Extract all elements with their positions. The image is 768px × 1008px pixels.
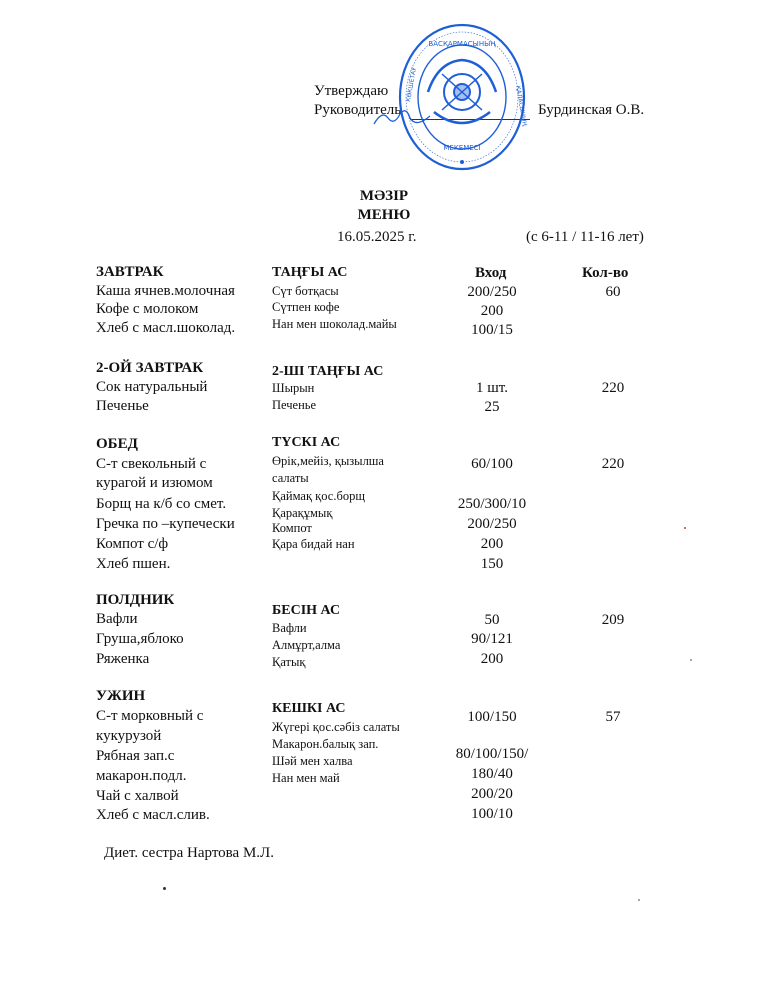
portion-value: 50 (484, 612, 500, 628)
dish-kz: Қатық (272, 655, 306, 669)
dish-kz: Қара бидай нан (272, 537, 355, 551)
scan-speck (638, 899, 640, 901)
section-title-kz: БЕСІН АС (272, 603, 341, 618)
dish-kz: Қарақұмық (272, 506, 333, 520)
dish-kz: салаты (272, 471, 309, 485)
portion-value: 1 шт. (476, 380, 508, 396)
dish-kz: Нан мен май (272, 771, 340, 785)
portion-value: 150 (480, 556, 504, 572)
col-header-qty: Кол-во (582, 265, 629, 281)
section-title-ru: 2-ОЙ ЗАВТРАК (96, 360, 204, 376)
portion-value: 250/300/10 (457, 496, 527, 512)
col-header-in: Вход (475, 265, 507, 281)
svg-text:БАСҚАРМАСЫНЫҢ: БАСҚАРМАСЫНЫҢ (428, 40, 496, 48)
official-stamp (398, 22, 529, 172)
dish-ru: кукурузой (96, 728, 162, 744)
dish-ru: Компот с/ф (96, 536, 169, 552)
dish-ru: Ряженка (96, 651, 150, 667)
section-title-ru: УЖИН (96, 688, 146, 704)
dish-ru: Гречка по –купечески (96, 516, 235, 532)
dish-ru: курагой и изюмом (96, 475, 213, 491)
portion-value: 80/100/150/ (455, 746, 529, 762)
portion-value: 200/250 (467, 284, 517, 300)
dish-ru: Печенье (96, 398, 149, 414)
dish-kz: Өрік,мейіз, қызылша (272, 454, 384, 468)
dish-ru: Вафли (96, 611, 138, 627)
portion-value: 90/121 (471, 631, 513, 647)
head-name: Бурдинская О.В. (538, 102, 645, 118)
portion-value: 200 (480, 536, 504, 552)
approve-label: Утверждаю (314, 83, 389, 99)
svg-text:КӨКШЕТАУ: КӨКШЕТАУ (405, 66, 419, 103)
quantity-value: 57 (605, 709, 621, 725)
dish-ru: Рябная зап.с (96, 748, 175, 764)
portion-value: 25 (484, 399, 500, 415)
head-label: Руководитель (314, 102, 402, 118)
section-title-kz: КЕШКІ АС (272, 701, 346, 716)
dish-kz: Сүтпен кофе (272, 300, 340, 314)
dish-kz: Шәй мен халва (272, 754, 353, 768)
portion-value: 200 (480, 651, 504, 667)
scan-speck (163, 887, 166, 890)
portion-value: 100/150 (467, 709, 517, 725)
title-ru: МЕНЮ (357, 207, 411, 223)
svg-text:ҚАЛАСЫНЫҢ: ҚАЛАСЫНЫҢ (514, 85, 529, 127)
scan-speck (690, 659, 692, 661)
portion-value: 180/40 (471, 766, 513, 782)
dish-ru: Борщ на к/б со смет. (96, 496, 227, 512)
section-title-kz: ТАҢҒЫ АС (272, 265, 348, 280)
dietitian-signature: Диет. сестра Нартова М.Л. (104, 845, 274, 861)
portion-value: 200/20 (471, 786, 513, 802)
dish-kz: Жүгері қос.сәбіз салаты (272, 720, 400, 734)
dish-ru: Чай с халвой (96, 788, 179, 804)
dish-ru: С-т морковный с (96, 708, 204, 724)
dish-ru: Груша,яблоко (96, 631, 184, 647)
quantity-value: 209 (601, 612, 625, 628)
title-kz: МӘЗІР (359, 188, 409, 204)
dish-ru: Кофе с молоком (96, 301, 199, 317)
dish-ru: С-т свекольный с (96, 456, 207, 472)
dish-kz: Сүт ботқасы (272, 284, 339, 298)
dish-ru: Хлеб пшен. (96, 556, 171, 572)
portion-value: 200/250 (467, 516, 517, 532)
portion-value: 60/100 (471, 456, 513, 472)
dish-kz: Компот (272, 521, 312, 535)
section-title-kz: ТҮСКІ АС (272, 435, 341, 450)
quantity-value: 60 (605, 284, 621, 300)
dish-kz: Нан мен шоколад.майы (272, 317, 397, 331)
scan-speck (684, 527, 686, 529)
dish-kz: Печенье (272, 398, 317, 412)
portion-value: 100/15 (471, 322, 513, 338)
quantity-value: 220 (601, 456, 625, 472)
quantity-value: 220 (601, 380, 625, 396)
section-title-ru: ОБЕД (96, 436, 138, 452)
menu-date: 16.05.2025 г. (337, 229, 417, 245)
dish-ru: макарон.подл. (96, 768, 187, 784)
portion-value: 200 (480, 303, 504, 319)
dish-ru: Сок натуральный (96, 379, 208, 395)
dish-kz: Макарон.балық зап. (272, 737, 379, 751)
section-title-ru: ЗАВТРАК (96, 264, 164, 280)
dish-kz: Алмұрт,алма (272, 638, 341, 652)
dish-ru: Каша ячнев.молочная (96, 283, 235, 299)
dish-ru: Хлеб с масл.слив. (96, 807, 210, 823)
section-title-kz: 2-ШІ ТАҢҒЫ АС (272, 364, 384, 379)
dish-kz: Қаймақ қос.борщ (272, 489, 365, 503)
dish-ru: Хлеб с масл.шоколад. (96, 320, 236, 336)
portion-value: 100/10 (471, 806, 513, 822)
age-range: (с 6-11 / 11-16 лет) (526, 229, 644, 245)
dish-kz: Шырын (272, 381, 315, 395)
svg-text:МЕКЕМЕСІ: МЕКЕМЕСІ (443, 144, 481, 152)
section-title-ru: ПОЛДНИК (96, 592, 175, 608)
dish-kz: Вафли (272, 621, 307, 635)
signature (372, 108, 432, 128)
